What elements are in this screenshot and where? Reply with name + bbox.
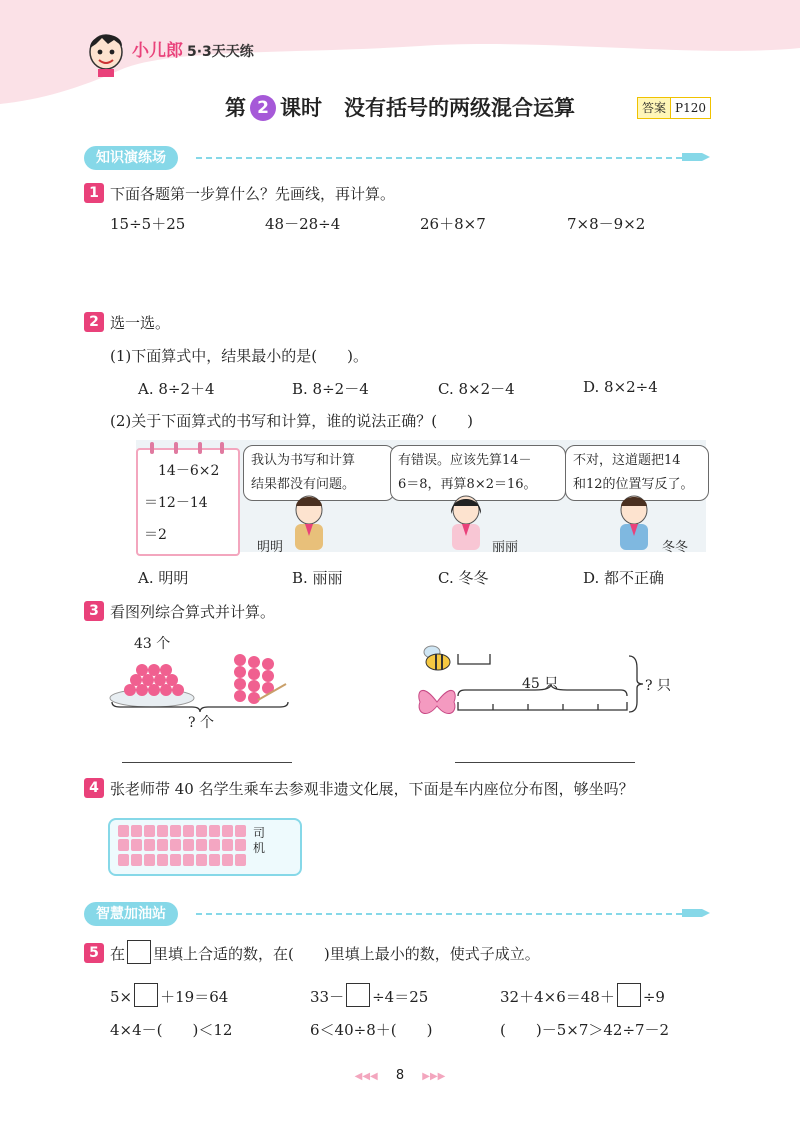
equation-3 bbox=[500, 983, 665, 1007]
question-label: ? 个 bbox=[188, 715, 214, 731]
inequality-1: 4×4－( )＜12 bbox=[110, 1021, 233, 1039]
bus-seat-map bbox=[108, 818, 302, 876]
question-text bbox=[110, 940, 540, 964]
text-part: 在 bbox=[110, 945, 126, 963]
inequality-3: ( )－5×7＞42÷7－2 bbox=[500, 1021, 670, 1039]
notebook-line-3: ＝2 bbox=[144, 527, 167, 543]
count-label: 43 个 bbox=[134, 636, 171, 652]
option-c: C. 冬冬 bbox=[438, 569, 489, 587]
name-dongdong: 冬冬 bbox=[662, 540, 689, 555]
answer-box[interactable] bbox=[134, 983, 158, 1007]
butterfly-icon bbox=[416, 682, 458, 722]
option-b: B. 丽丽 bbox=[292, 569, 343, 587]
question-number: 1 bbox=[84, 183, 104, 203]
expression-3: 26＋8×7 bbox=[420, 215, 486, 233]
equation-part: 32＋4×6＝48＋ bbox=[500, 988, 615, 1006]
bubble-line: 有错误。应该先算14－ bbox=[398, 453, 532, 468]
brand-logo: 小儿郎 bbox=[132, 41, 183, 61]
notebook-line-2: ＝12－14 bbox=[144, 495, 208, 511]
question-text: 下面各题第一步算什么？先画线，再计算。 bbox=[110, 185, 396, 203]
mascot-icon bbox=[84, 26, 128, 78]
notebook-line-1: 14－6×2 bbox=[158, 463, 220, 479]
girl-lili-icon bbox=[442, 492, 490, 552]
answer-line bbox=[122, 762, 292, 763]
equation-part: ÷4＝25 bbox=[372, 988, 429, 1006]
driver-char: 机 bbox=[253, 841, 266, 855]
driver-label bbox=[253, 826, 265, 856]
section-wisdom: 智慧加油站 bbox=[84, 902, 178, 926]
lesson-number: 2 bbox=[250, 95, 276, 121]
question-label: ? 只 bbox=[645, 678, 671, 694]
boy-mingming-icon bbox=[285, 492, 337, 552]
pencil-icon bbox=[682, 906, 710, 920]
text-part: 里填上合适的数，在( )里填上最小的数，使式子成立。 bbox=[153, 945, 540, 963]
subquestion-1: (1)下面算式中，结果最小的是( )。 bbox=[110, 347, 368, 365]
section-divider bbox=[196, 913, 682, 915]
bee-icon bbox=[418, 642, 458, 676]
pencil-icon bbox=[682, 150, 710, 164]
section-practice: 知识演练场 bbox=[84, 146, 178, 170]
lesson-title: 没有括号的两级混合运算 bbox=[343, 96, 575, 120]
series-name: 5·3天天练 bbox=[187, 44, 254, 60]
page-number: 8 bbox=[395, 1068, 405, 1083]
brand bbox=[132, 36, 254, 61]
question-number: 4 bbox=[84, 778, 104, 798]
equation-part: ÷9 bbox=[642, 988, 665, 1006]
notebook-rings bbox=[146, 440, 228, 454]
answer-page: P120 bbox=[670, 98, 710, 118]
equation-1 bbox=[110, 983, 228, 1007]
option-d: D. 都不正确 bbox=[583, 569, 665, 587]
answer-box[interactable] bbox=[346, 983, 370, 1007]
answer-box[interactable] bbox=[617, 983, 641, 1007]
option-c: C. 8×2－4 bbox=[438, 380, 515, 398]
bubble-line: 我认为书写和计算 bbox=[251, 453, 356, 468]
option-d: D. 8×2÷4 bbox=[583, 378, 658, 396]
section-divider bbox=[196, 157, 682, 159]
lesson-suffix: 课时 bbox=[280, 96, 323, 120]
bubble-line: 和12的位置写反了。 bbox=[573, 477, 694, 492]
name-lili: 丽丽 bbox=[492, 540, 519, 555]
answer-tag bbox=[637, 97, 711, 119]
equation-2 bbox=[310, 983, 428, 1007]
blank-box bbox=[127, 940, 151, 964]
expression-4: 7×8－9×2 bbox=[567, 215, 646, 233]
bubble-line: 结果都没有问题。 bbox=[251, 477, 356, 492]
boy-dongdong-icon bbox=[608, 492, 658, 552]
option-b: B. 8÷2－4 bbox=[292, 380, 369, 398]
answer-line bbox=[455, 762, 635, 763]
inequality-2: 6＜40÷8＋( ) bbox=[310, 1021, 433, 1039]
question-number: 5 bbox=[84, 943, 104, 963]
question-text: 看图列综合算式并计算。 bbox=[110, 603, 276, 621]
arrows-left-icon: ◀◀◀ bbox=[354, 1071, 378, 1082]
question-text: 选一选。 bbox=[110, 314, 171, 332]
arrows-right-icon: ▶▶▶ bbox=[422, 1071, 446, 1082]
bubble-line: 不对，这道题把14 bbox=[573, 453, 681, 468]
equation-part: ＋19＝64 bbox=[160, 988, 229, 1006]
driver-char: 司 bbox=[253, 826, 266, 840]
expression-1: 15÷5＋25 bbox=[110, 215, 186, 233]
question-text: 张老师带 40 名学生乘车去参观非遗文化展，下面是车内座位分布图，够坐吗？ bbox=[110, 780, 634, 798]
option-a: A. 8÷2＋4 bbox=[138, 380, 215, 398]
lesson-prefix: 第 bbox=[225, 96, 247, 120]
equation-part: 33－ bbox=[310, 988, 345, 1006]
page-footer bbox=[0, 1068, 800, 1083]
name-mingming: 明明 bbox=[257, 540, 284, 555]
bubble-line: 6＝8，再算8×2＝16。 bbox=[398, 477, 537, 492]
subquestion-2: (2)关于下面算式的书写和计算，谁的说法正确？( ) bbox=[110, 412, 473, 430]
expression-2: 48－28÷4 bbox=[265, 215, 341, 233]
question-number: 3 bbox=[84, 601, 104, 621]
option-a: A. 明明 bbox=[138, 569, 189, 587]
question-number: 2 bbox=[84, 312, 104, 332]
equation-part: 5× bbox=[110, 988, 133, 1006]
answer-label: 答案 bbox=[642, 101, 667, 115]
total-label: 45 只 bbox=[522, 676, 559, 692]
